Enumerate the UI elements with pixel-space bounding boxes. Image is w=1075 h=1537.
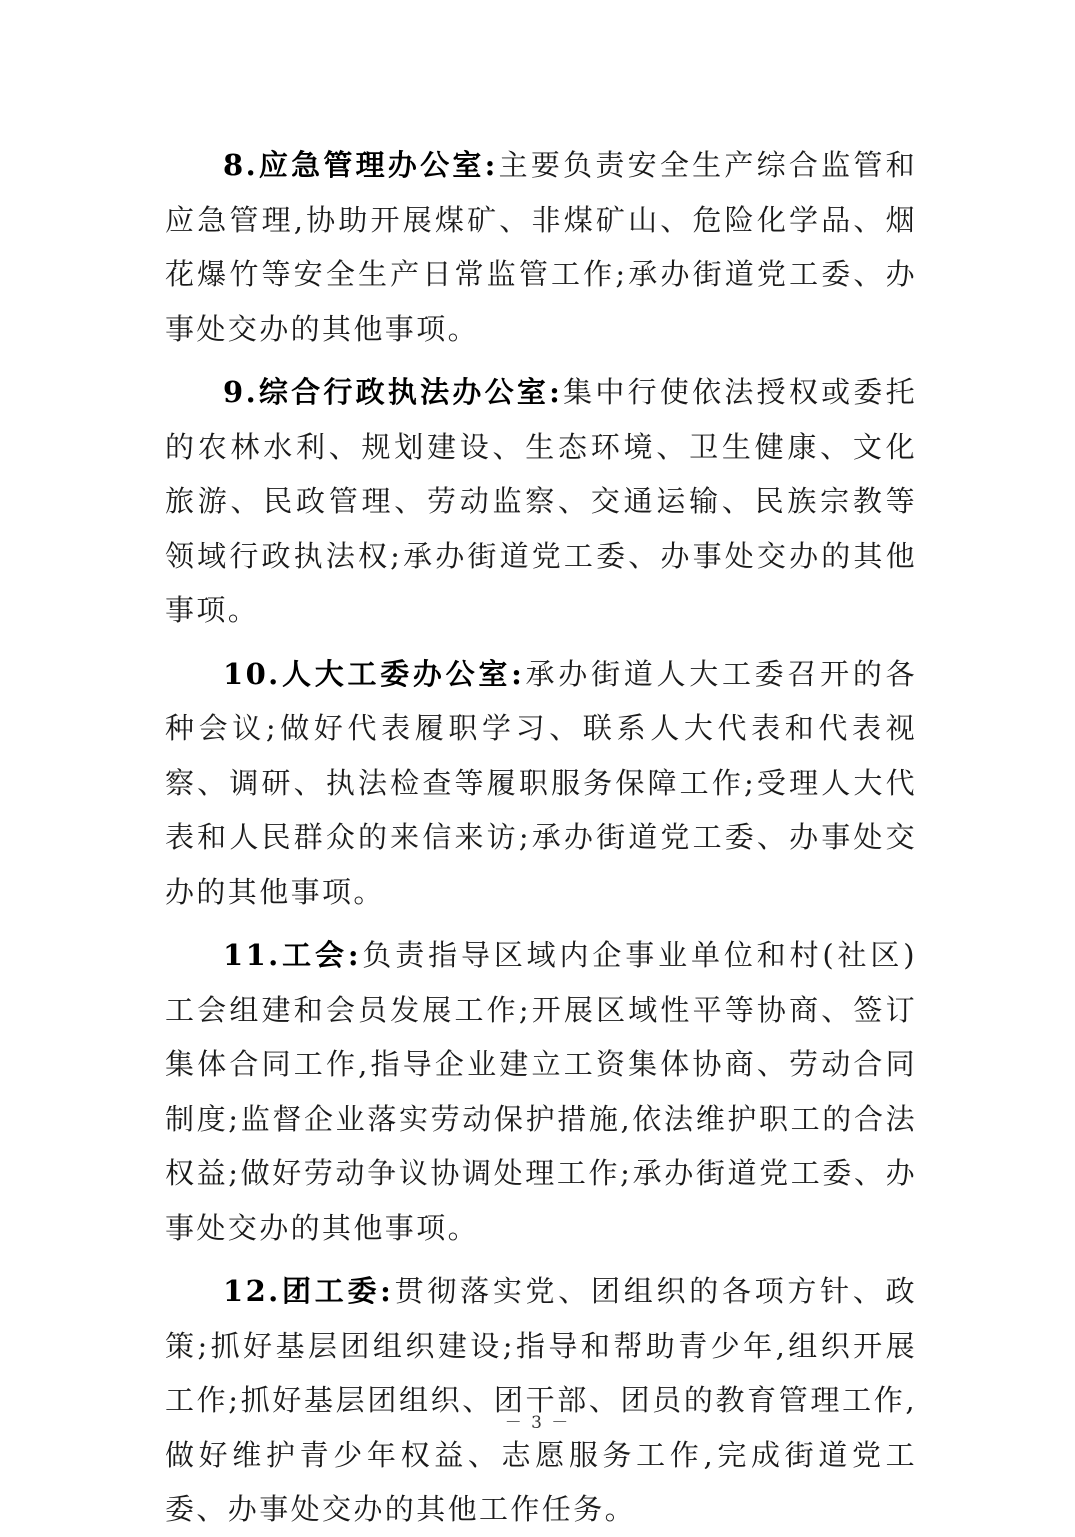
paragraph-heading: 11.工会: — [223, 938, 361, 972]
paragraph-npc-office — [165, 647, 917, 920]
document-body — [165, 138, 917, 1537]
paragraph-text: 承办街道人大工委召开的各种会议;做好代表履职学习、联系人大代表和代表视察、调研、执法检查等履职服务保障工作;受理人大代表和人民群众的来信来访;承办街道党工委、办事处交办的其他事项。 — [165, 656, 917, 909]
paragraph-youth-league — [165, 1264, 917, 1537]
paragraph-text: 集中行使依法授权或委托的农林水利、规划建设、生态环境、卫生健康、文化旅游、民政管理、劳动监察、交通运输、民族宗教等领域行政执法权;承办街道党工委、办事处交办的其他事项。 — [165, 375, 917, 627]
paragraph-trade-union — [165, 928, 917, 1255]
paragraph-heading: 10.人大工委办公室: — [223, 656, 525, 691]
paragraph-text: 主要负责安全生产综合监管和应急管理,协助开展煤矿、非煤矿山、危险化学品、烟花爆竹等安全生产日常监管工作;承办街道党工委、办事处交办的其他事项。 — [165, 148, 917, 346]
paragraph-law-enforcement-office — [165, 365, 917, 638]
paragraph-text: 贯彻落实党、团组织的各项方针、政策;抓好基层团组织建设;指导和帮助青少年,组织开展工作;抓好基层团组织、团干部、团员的教育管理工作,做好维护青少年权益、志愿服务工作,完成街道党工委、办事处交办的其他工作任务。 — [165, 1274, 917, 1526]
paragraph-emergency-office — [165, 138, 917, 356]
page-number: － 3 － — [504, 1413, 571, 1433]
paragraph-text: 负责指导区域内企事业单位和村(社区)工会组建和会员发展工作;开展区域性平等协商、签订集体合同工作,指导企业建立工资集体协商、劳动合同制度;监督企业落实劳动保护措施,依法维护职工的合法权益;做好劳动争议协调处理工作;承办街道党工委、办事处交办的其他事项。 — [165, 938, 917, 1245]
paragraph-heading: 9.综合行政执法办公室: — [223, 375, 563, 409]
paragraph-heading: 12.团工委: — [223, 1274, 394, 1308]
paragraph-heading: 8.应急管理办公室: — [223, 148, 498, 182]
